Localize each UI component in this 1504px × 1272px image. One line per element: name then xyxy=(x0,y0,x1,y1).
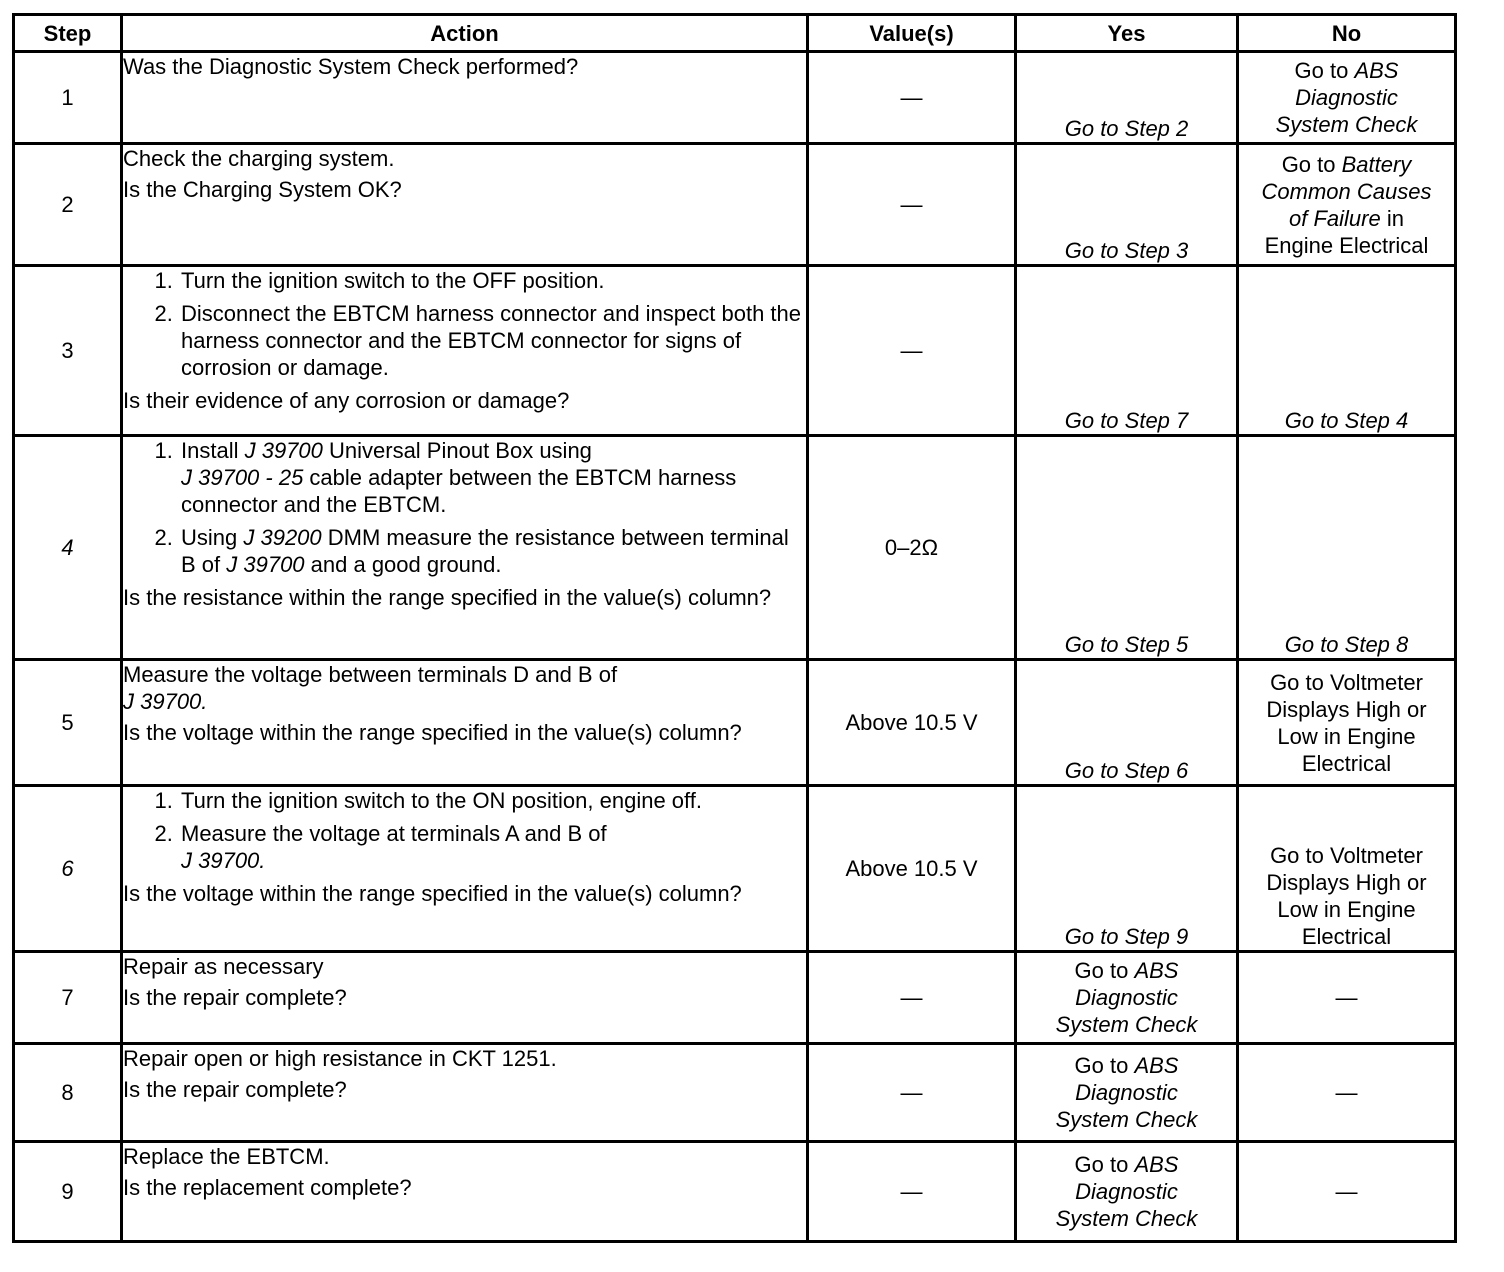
action-step: 2. Using J 39200 DMM measure the resistance between terminal B of J 39700 and a good ground. xyxy=(179,524,806,578)
value-cell: — xyxy=(808,144,1016,266)
action-cell xyxy=(122,660,808,786)
action-step: 1. Turn the ignition switch to the OFF position. xyxy=(179,267,806,294)
yes-cell: Go to Step 6 xyxy=(1016,660,1238,786)
no-cell: Go to Voltmeter Displays High or Low in Engine Electrical xyxy=(1238,786,1456,952)
no-cell: Go to Battery Common Causes of Failure in Engine Electrical xyxy=(1238,144,1456,266)
no-cell: Go to Step 4 xyxy=(1238,266,1456,436)
action-cell xyxy=(122,436,808,660)
action-text: Measure the voltage between terminals D and B of xyxy=(123,662,618,687)
action-question: Is the Charging System OK? xyxy=(123,177,402,202)
action-cell xyxy=(122,144,808,266)
action-question: Is the repair complete? xyxy=(123,985,347,1010)
action-question: Is the voltage within the range specified in the value(s) column? xyxy=(123,720,742,745)
action-question: Is the resistance within the range specified in the value(s) column? xyxy=(123,585,772,610)
yes-cell: Go to Step 2 xyxy=(1016,52,1238,144)
action-text: Repair open or high resistance in CKT 1251. xyxy=(123,1046,557,1071)
no-cell: — xyxy=(1238,1142,1456,1242)
action-cell xyxy=(122,266,808,436)
value-cell: Above 10.5 V xyxy=(808,660,1016,786)
action-step: 2. Measure the voltage at terminals A and B of J 39700. xyxy=(179,820,806,874)
header-step: Step xyxy=(14,15,122,52)
table-row xyxy=(14,52,1456,144)
yes-cell: Go to Step 3 xyxy=(1016,144,1238,266)
table-row xyxy=(14,660,1456,786)
step-number: 9 xyxy=(14,1142,122,1242)
header-values: Value(s) xyxy=(808,15,1016,52)
action-text: Check the charging system. xyxy=(123,146,395,171)
diagnostic-table xyxy=(12,13,1457,1243)
step-number: 7 xyxy=(14,952,122,1044)
no-cell: Go to Voltmeter Displays High or Low in Engine Electrical xyxy=(1238,660,1456,786)
header-no: No xyxy=(1238,15,1456,52)
yes-cell: Go to Step 5 xyxy=(1016,436,1238,660)
header-yes: Yes xyxy=(1016,15,1238,52)
table-row xyxy=(14,1044,1456,1142)
action-question: Was the Diagnostic System Check performed? xyxy=(123,54,579,79)
action-cell xyxy=(122,952,808,1044)
action-question: Is their evidence of any corrosion or damage? xyxy=(123,388,570,413)
action-question: Is the replacement complete? xyxy=(123,1175,412,1200)
value-cell: — xyxy=(808,1044,1016,1142)
action-steps xyxy=(123,787,806,874)
no-cell: — xyxy=(1238,952,1456,1044)
value-cell: — xyxy=(808,952,1016,1044)
action-cell xyxy=(122,52,808,144)
action-text-ref: J 39700. xyxy=(123,689,208,714)
value-cell: 0–2Ω xyxy=(808,436,1016,660)
step-number: 3 xyxy=(14,266,122,436)
value-cell: — xyxy=(808,1142,1016,1242)
step-number: 1 xyxy=(14,52,122,144)
table-row xyxy=(14,1142,1456,1242)
table-row xyxy=(14,436,1456,660)
value-cell: — xyxy=(808,52,1016,144)
action-step: 1. Turn the ignition switch to the ON position, engine off. xyxy=(179,787,806,814)
step-number: 4 xyxy=(14,436,122,660)
no-cell: — xyxy=(1238,1044,1456,1142)
action-steps xyxy=(123,437,806,578)
action-cell xyxy=(122,786,808,952)
table-row xyxy=(14,144,1456,266)
step-number: 8 xyxy=(14,1044,122,1142)
yes-cell: Go to Step 7 xyxy=(1016,266,1238,436)
action-text: Repair as necessary xyxy=(123,954,324,979)
table-row xyxy=(14,266,1456,436)
action-step: 1. Install J 39700 Universal Pinout Box using J 39700 - 25 cable adapter between the EBTCM harness connector and the EBTCM. xyxy=(179,437,806,518)
table-row xyxy=(14,786,1456,952)
yes-cell: Go to ABS Diagnostic System Check xyxy=(1016,1142,1238,1242)
action-cell xyxy=(122,1044,808,1142)
value-cell: Above 10.5 V xyxy=(808,786,1016,952)
yes-cell: Go to ABS Diagnostic System Check xyxy=(1016,1044,1238,1142)
yes-cell: Go to ABS Diagnostic System Check xyxy=(1016,952,1238,1044)
value-cell: — xyxy=(808,266,1016,436)
action-question: Is the repair complete? xyxy=(123,1077,347,1102)
header-action: Action xyxy=(122,15,808,52)
no-cell: Go to ABS Diagnostic System Check xyxy=(1238,52,1456,144)
action-text: Replace the EBTCM. xyxy=(123,1144,330,1169)
no-cell: Go to Step 8 xyxy=(1238,436,1456,660)
action-step: 2. Disconnect the EBTCM harness connector and inspect both the harness connector and the EBTCM connector for signs of corrosion or damage. xyxy=(179,300,806,381)
step-number: 6 xyxy=(14,786,122,952)
action-cell xyxy=(122,1142,808,1242)
action-steps xyxy=(123,267,806,381)
step-number: 5 xyxy=(14,660,122,786)
yes-cell: Go to Step 9 xyxy=(1016,786,1238,952)
action-question: Is the voltage within the range specified in the value(s) column? xyxy=(123,881,742,906)
step-number: 2 xyxy=(14,144,122,266)
table-row xyxy=(14,952,1456,1044)
header-row xyxy=(14,15,1456,52)
